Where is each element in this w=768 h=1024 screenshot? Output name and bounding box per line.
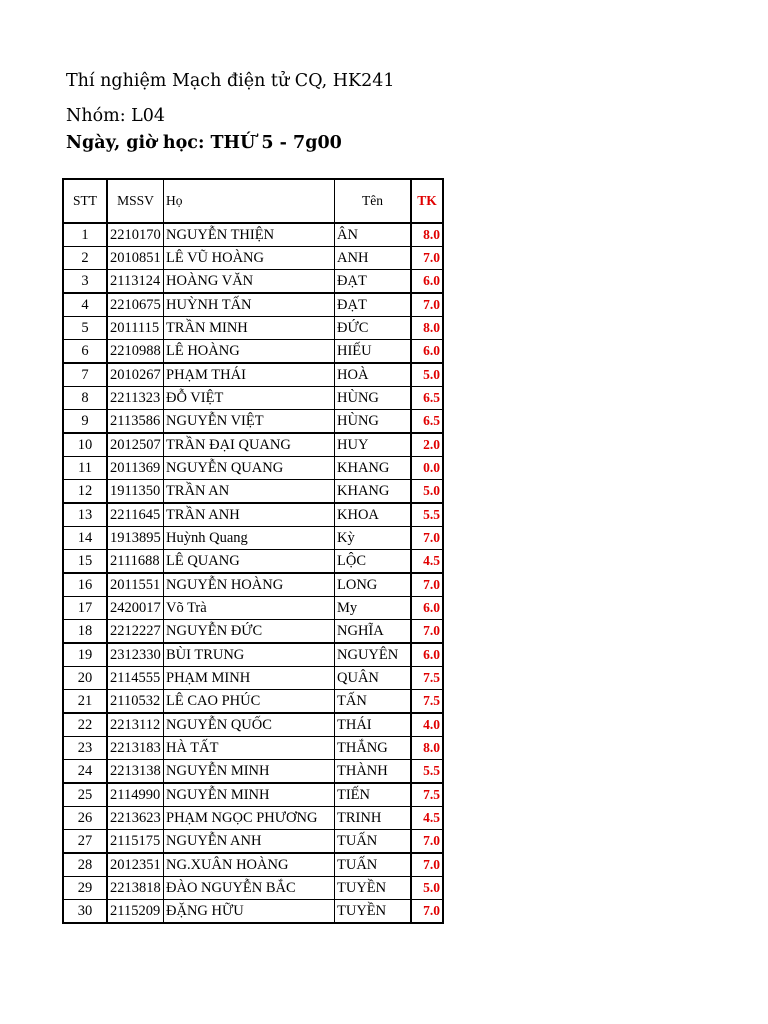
cell-tk: 5.0 (411, 480, 443, 504)
table-row (63, 503, 443, 527)
table-row (63, 433, 443, 457)
cell-ho: NGUYỄN MINH (164, 783, 335, 807)
cell-stt: 9 (63, 410, 107, 434)
table-body (63, 223, 443, 923)
cell-tk: 7.5 (411, 783, 443, 807)
cell-mssv: 2211645 (107, 503, 164, 527)
cell-mssv: 2010851 (107, 247, 164, 270)
cell-ten: HÙNG (335, 410, 412, 434)
table-row (63, 830, 443, 854)
cell-mssv: 2420017 (107, 597, 164, 620)
cell-tk: 7.0 (411, 527, 443, 550)
table-row (63, 550, 443, 574)
cell-mssv: 2213112 (107, 713, 164, 737)
cell-ho: NGUYỄN MINH (164, 760, 335, 784)
cell-mssv: 2011551 (107, 573, 164, 597)
cell-mssv: 2114555 (107, 667, 164, 690)
cell-stt: 8 (63, 387, 107, 410)
cell-ten: THÀNH (335, 760, 412, 784)
cell-tk: 8.0 (411, 737, 443, 760)
table-row (63, 340, 443, 364)
table-row (63, 620, 443, 644)
cell-ten: KHANG (335, 480, 412, 504)
column-header-tk: TK (411, 179, 443, 223)
cell-ho: LÊ VŨ HOÀNG (164, 247, 335, 270)
cell-mssv: 2113586 (107, 410, 164, 434)
cell-mssv: 2114990 (107, 783, 164, 807)
cell-ho: NGUYỄN HOÀNG (164, 573, 335, 597)
cell-ten: HOÀ (335, 363, 412, 387)
cell-stt: 25 (63, 783, 107, 807)
table-row (63, 853, 443, 877)
grades-table (62, 178, 444, 924)
cell-stt: 18 (63, 620, 107, 644)
cell-stt: 19 (63, 643, 107, 667)
cell-ten: Kỳ (335, 527, 412, 550)
cell-stt: 22 (63, 713, 107, 737)
cell-ten: My (335, 597, 412, 620)
cell-ten: ĐẠT (335, 270, 412, 294)
cell-tk: 7.0 (411, 293, 443, 317)
cell-tk: 6.5 (411, 387, 443, 410)
table-row (63, 457, 443, 480)
cell-ten: NGUYÊN (335, 643, 412, 667)
cell-mssv: 2115209 (107, 900, 164, 924)
cell-ho: Võ Trà (164, 597, 335, 620)
cell-stt: 14 (63, 527, 107, 550)
table-row (63, 293, 443, 317)
cell-ho: NGUYỄN QUỐC (164, 713, 335, 737)
cell-ten: LỘC (335, 550, 412, 574)
cell-ten: ĐẠT (335, 293, 412, 317)
cell-mssv: 1911350 (107, 480, 164, 504)
cell-mssv: 2010267 (107, 363, 164, 387)
cell-tk: 2.0 (411, 433, 443, 457)
table-row (63, 480, 443, 504)
table-row (63, 317, 443, 340)
cell-mssv: 2110532 (107, 690, 164, 714)
table-row (63, 737, 443, 760)
cell-tk: 8.0 (411, 223, 443, 247)
cell-tk: 7.5 (411, 667, 443, 690)
cell-tk: 4.0 (411, 713, 443, 737)
cell-tk: 6.5 (411, 410, 443, 434)
cell-tk: 7.0 (411, 900, 443, 924)
table-row (63, 363, 443, 387)
cell-ho: ĐÀO NGUYỄN BẮC (164, 877, 335, 900)
cell-mssv: 2115175 (107, 830, 164, 854)
column-header-stt: STT (63, 179, 107, 223)
cell-ho: LÊ HOÀNG (164, 340, 335, 364)
schedule-label: Ngày, giờ học: THỨ 5 - 7g00 (66, 133, 342, 153)
cell-ho: NGUYỄN QUANG (164, 457, 335, 480)
group-label: Nhóm: L04 (66, 106, 166, 126)
cell-ho: HOÀNG VĂN (164, 270, 335, 294)
table-row (63, 573, 443, 597)
cell-mssv: 2213818 (107, 877, 164, 900)
cell-ten: HUY (335, 433, 412, 457)
cell-ten: HÙNG (335, 387, 412, 410)
cell-ten: HIẾU (335, 340, 412, 364)
cell-stt: 2 (63, 247, 107, 270)
cell-ten: ĐỨC (335, 317, 412, 340)
column-header-ho: Họ (164, 179, 335, 223)
cell-ten: TUẤN (335, 853, 412, 877)
table-row (63, 597, 443, 620)
cell-ten: ANH (335, 247, 412, 270)
cell-tk: 0.0 (411, 457, 443, 480)
table-row (63, 760, 443, 784)
cell-tk: 4.5 (411, 550, 443, 574)
cell-ten: NGHĨA (335, 620, 412, 644)
cell-tk: 7.0 (411, 247, 443, 270)
cell-mssv: 2210170 (107, 223, 164, 247)
cell-ten: LONG (335, 573, 412, 597)
cell-ho: TRẦN MINH (164, 317, 335, 340)
table-row (63, 807, 443, 830)
cell-ho: PHẠM THÁI (164, 363, 335, 387)
cell-ten: THẮNG (335, 737, 412, 760)
table-row (63, 247, 443, 270)
table-row (63, 270, 443, 294)
cell-tk: 5.5 (411, 503, 443, 527)
cell-tk: 7.0 (411, 830, 443, 854)
cell-mssv: 2012351 (107, 853, 164, 877)
cell-ho: NG.XUÂN HOÀNG (164, 853, 335, 877)
table-row (63, 410, 443, 434)
cell-mssv: 2012507 (107, 433, 164, 457)
cell-stt: 27 (63, 830, 107, 854)
cell-stt: 26 (63, 807, 107, 830)
table-row (63, 877, 443, 900)
cell-ho: TRẦN ĐẠI QUANG (164, 433, 335, 457)
cell-tk: 5.0 (411, 363, 443, 387)
cell-stt: 28 (63, 853, 107, 877)
cell-stt: 29 (63, 877, 107, 900)
table-row (63, 900, 443, 924)
cell-mssv: 2211323 (107, 387, 164, 410)
cell-mssv: 2312330 (107, 643, 164, 667)
cell-ho: LÊ QUANG (164, 550, 335, 574)
table-row (63, 713, 443, 737)
cell-mssv: 2011369 (107, 457, 164, 480)
cell-mssv: 2113124 (107, 270, 164, 294)
table-row (63, 783, 443, 807)
cell-stt: 10 (63, 433, 107, 457)
cell-ten: TUYỀN (335, 900, 412, 924)
cell-ho: Huỳnh Quang (164, 527, 335, 550)
cell-ho: BÙI TRUNG (164, 643, 335, 667)
cell-stt: 13 (63, 503, 107, 527)
cell-ho: LÊ CAO PHÚC (164, 690, 335, 714)
cell-mssv: 2213138 (107, 760, 164, 784)
cell-ho: HÀ TẤT (164, 737, 335, 760)
cell-tk: 7.5 (411, 690, 443, 714)
cell-stt: 21 (63, 690, 107, 714)
cell-tk: 6.0 (411, 270, 443, 294)
cell-ho: PHẠM NGỌC PHƯƠNG (164, 807, 335, 830)
cell-stt: 7 (63, 363, 107, 387)
cell-mssv: 2213183 (107, 737, 164, 760)
cell-tk: 6.0 (411, 340, 443, 364)
cell-stt: 3 (63, 270, 107, 294)
cell-tk: 7.0 (411, 620, 443, 644)
cell-ten: QUÂN (335, 667, 412, 690)
cell-tk: 7.0 (411, 853, 443, 877)
cell-mssv: 1913895 (107, 527, 164, 550)
cell-ho: NGUYỄN ĐỨC (164, 620, 335, 644)
cell-mssv: 2210988 (107, 340, 164, 364)
cell-ten: ÂN (335, 223, 412, 247)
cell-stt: 4 (63, 293, 107, 317)
cell-stt: 5 (63, 317, 107, 340)
cell-ho: TRẦN AN (164, 480, 335, 504)
cell-tk: 7.0 (411, 573, 443, 597)
cell-ten: TUYỀN (335, 877, 412, 900)
table-row (63, 527, 443, 550)
cell-mssv: 2210675 (107, 293, 164, 317)
table-row (63, 387, 443, 410)
cell-stt: 12 (63, 480, 107, 504)
cell-ho: HUỲNH TẤN (164, 293, 335, 317)
cell-stt: 24 (63, 760, 107, 784)
cell-ten: TẤN (335, 690, 412, 714)
cell-tk: 6.0 (411, 643, 443, 667)
cell-mssv: 2111688 (107, 550, 164, 574)
cell-mssv: 2213623 (107, 807, 164, 830)
cell-stt: 15 (63, 550, 107, 574)
cell-ten: TIẾN (335, 783, 412, 807)
cell-tk: 8.0 (411, 317, 443, 340)
table-row (63, 643, 443, 667)
cell-stt: 20 (63, 667, 107, 690)
cell-ho: ĐỖ VIỆT (164, 387, 335, 410)
table-header-row (63, 179, 443, 223)
cell-ho: NGUYỄN THIỆN (164, 223, 335, 247)
cell-stt: 30 (63, 900, 107, 924)
cell-ho: PHẠM MINH (164, 667, 335, 690)
table-row (63, 667, 443, 690)
cell-stt: 11 (63, 457, 107, 480)
cell-mssv: 2011115 (107, 317, 164, 340)
cell-ten: KHANG (335, 457, 412, 480)
table-row (63, 690, 443, 714)
column-header-mssv: MSSV (107, 179, 164, 223)
cell-stt: 1 (63, 223, 107, 247)
cell-ho: TRẦN ANH (164, 503, 335, 527)
cell-tk: 5.5 (411, 760, 443, 784)
course-title: Thí nghiệm Mạch điện tử CQ, HK241 (66, 71, 395, 91)
cell-ho: NGUYỄN ANH (164, 830, 335, 854)
table-row (63, 223, 443, 247)
cell-stt: 17 (63, 597, 107, 620)
cell-tk: 4.5 (411, 807, 443, 830)
cell-stt: 16 (63, 573, 107, 597)
column-header-ten: Tên (335, 179, 412, 223)
cell-stt: 23 (63, 737, 107, 760)
cell-ho: NGUYỄN VIỆT (164, 410, 335, 434)
cell-tk: 6.0 (411, 597, 443, 620)
cell-mssv: 2212227 (107, 620, 164, 644)
cell-ten: THÁI (335, 713, 412, 737)
cell-ten: KHOA (335, 503, 412, 527)
cell-ho: ĐẶNG HỮU (164, 900, 335, 924)
cell-ten: TUẤN (335, 830, 412, 854)
cell-tk: 5.0 (411, 877, 443, 900)
cell-ten: TRINH (335, 807, 412, 830)
cell-stt: 6 (63, 340, 107, 364)
